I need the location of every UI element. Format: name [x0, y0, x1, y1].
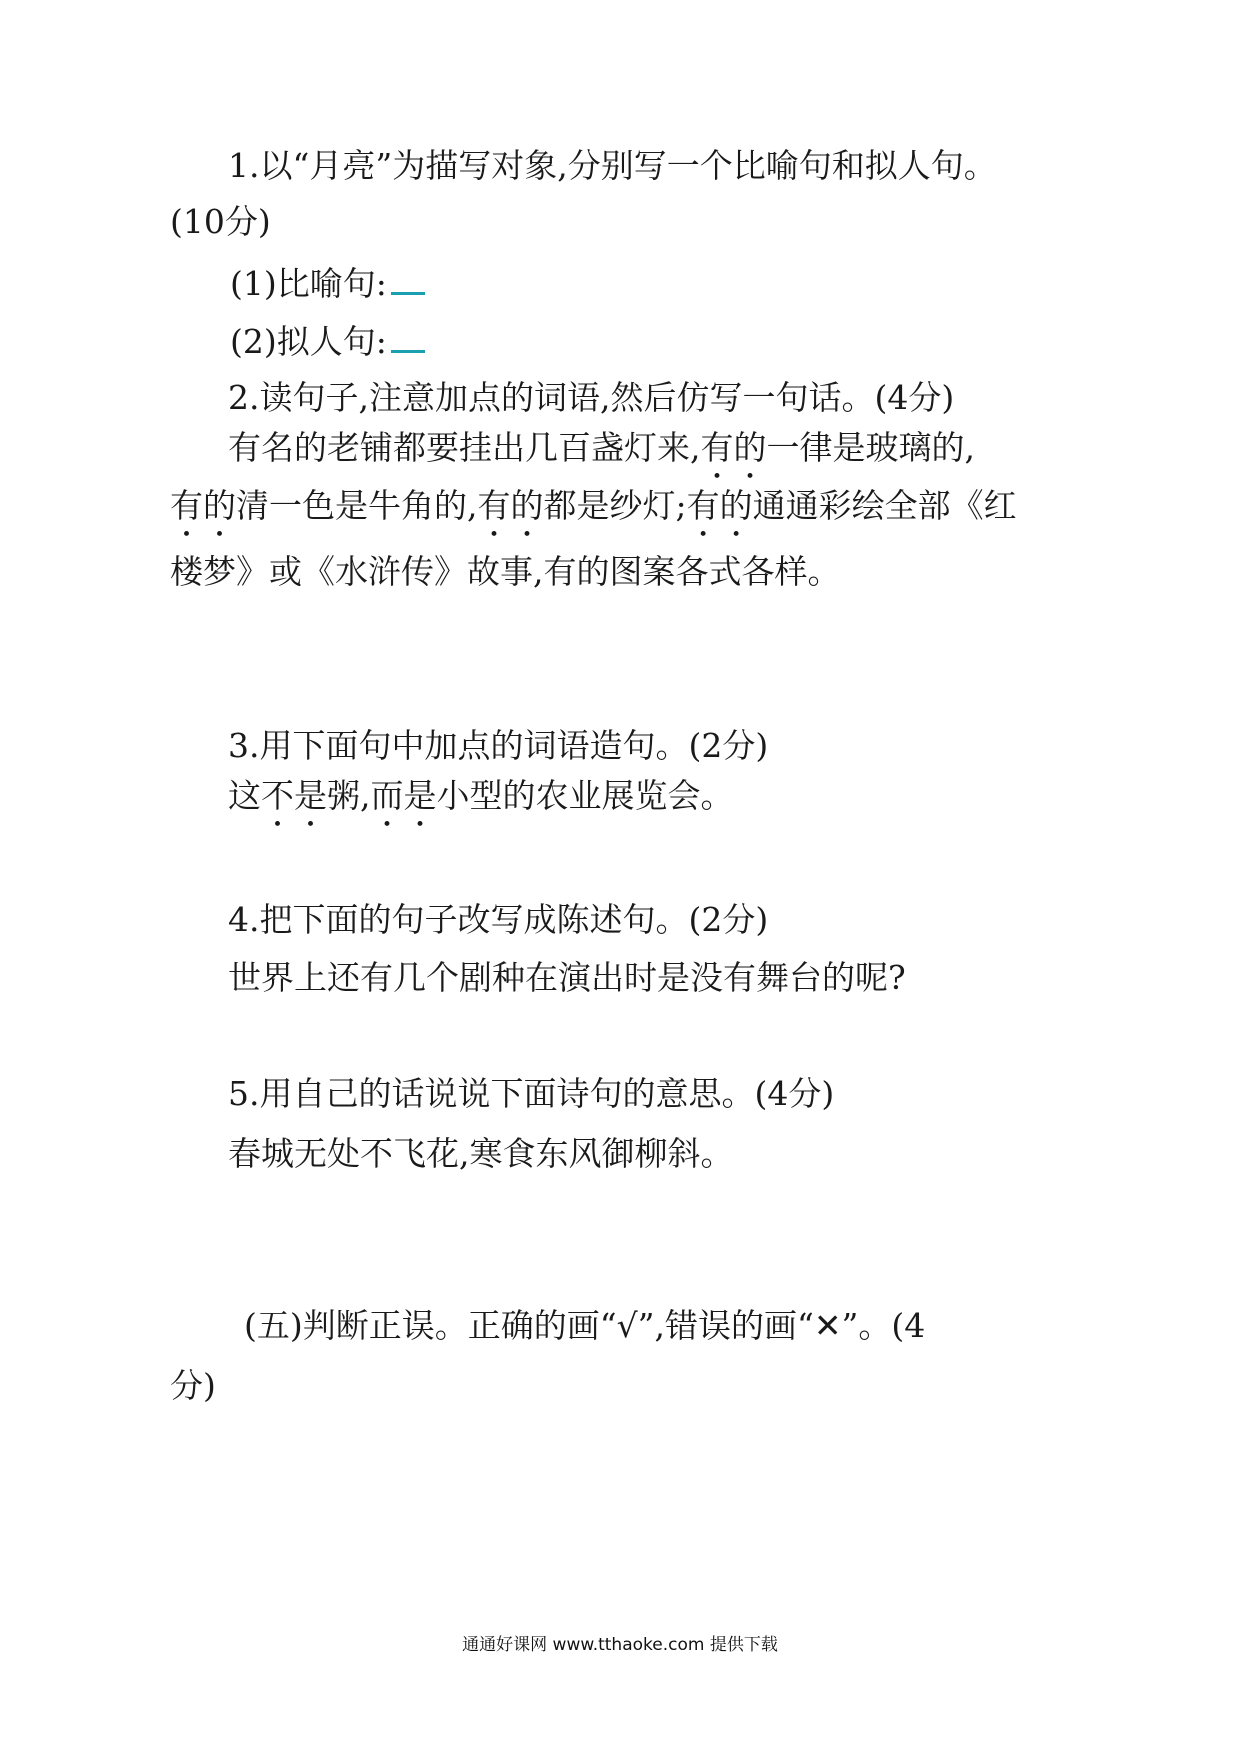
q1-personification-item — [230, 320, 425, 362]
q2-text: 有名的老铺都要挂出几百盏灯来, — [228, 428, 701, 467]
q3-text: 这 — [228, 776, 261, 815]
section5-heading-line1: (五)判断正误。正确的画“√”,错误的画“✕”。(4 — [244, 1306, 926, 1345]
emphasized-word: 而是 — [370, 776, 437, 815]
q2-passage-line1 — [228, 428, 975, 487]
q2-text: 通通彩绘全部《红 — [752, 486, 1017, 525]
emphasized-word: 有的 — [686, 486, 753, 525]
emphasized-word: 有的 — [477, 486, 544, 525]
section5-heading-line2: 分) — [170, 1366, 216, 1405]
q5-poem: 春城无处不飞花,寒食东风御柳斜。 — [228, 1134, 734, 1173]
q1-simile-label: (1)比喻句: — [230, 264, 387, 303]
q1-simile-item — [230, 262, 425, 304]
q5-prompt: 5.用自己的话说说下面诗句的意思。(4分) — [228, 1074, 835, 1113]
q4-prompt: 4.把下面的句子改写成陈述句。(2分) — [228, 900, 769, 939]
q2-text: 一律是玻璃的, — [766, 428, 975, 467]
personification-answer-blank[interactable] — [391, 320, 425, 353]
q3-prompt: 3.用下面句中加点的词语造句。(2分) — [228, 726, 769, 765]
q3-text: 小型的农业展览会。 — [436, 776, 734, 815]
q2-prompt: 2.读句子,注意加点的词语,然后仿写一句话。(4分) — [228, 378, 955, 417]
emphasized-word: 有的 — [170, 486, 236, 525]
q2-text: 都是纱灯; — [543, 486, 687, 525]
q2-text: 清一色是牛角的, — [236, 486, 478, 525]
emphasized-word: 有的 — [700, 428, 767, 467]
simile-answer-blank[interactable] — [391, 262, 425, 295]
q3-text: 粥, — [327, 776, 371, 815]
q3-sentence — [228, 776, 734, 835]
q2-passage-line2 — [170, 486, 1017, 545]
q1-prompt-line2: (10分) — [170, 202, 271, 241]
q1-prompt-line1: 1.以“月亮”为描写对象,分别写一个比喻句和拟人句。 — [228, 146, 997, 185]
footer-credit: 通通好课网 www.tthaoke.com 提供下载 — [462, 1635, 778, 1655]
q4-sentence: 世界上还有几个剧种在演出时是没有舞台的呢? — [228, 958, 906, 997]
q1-personification-label: (2)拟人句: — [230, 322, 387, 361]
q2-passage-line3: 楼梦》或《水浒传》故事,有的图案各式各样。 — [170, 552, 841, 591]
emphasized-word: 不是 — [261, 776, 327, 815]
